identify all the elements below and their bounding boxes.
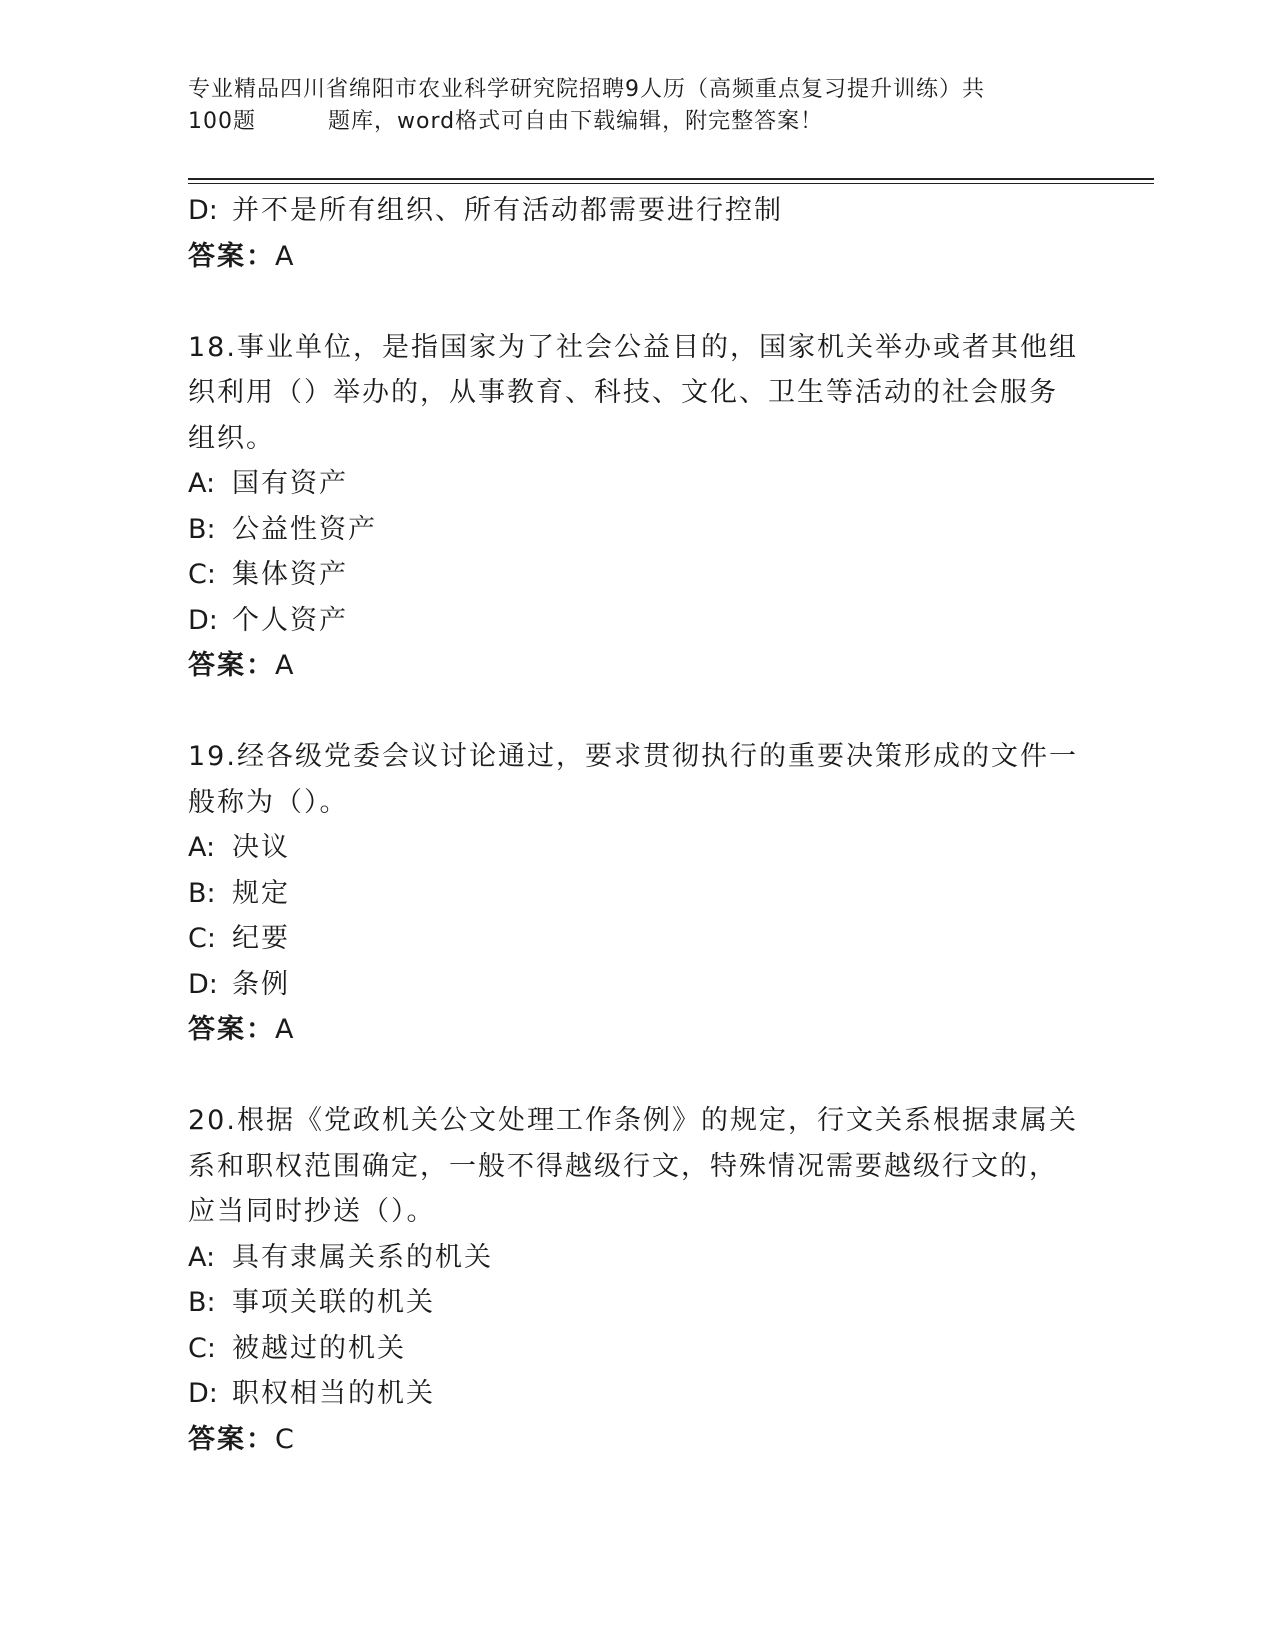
option-label: B: xyxy=(188,513,216,545)
answer-value: A xyxy=(275,650,296,681)
option-text: 国有资产 xyxy=(232,468,348,499)
answer-line xyxy=(188,234,1088,280)
option-a xyxy=(188,825,1088,871)
question-text-line: 般称为（）。 xyxy=(188,786,349,818)
answer-line xyxy=(188,1417,1088,1463)
question-block-19 xyxy=(188,734,1088,1053)
question-block-20 xyxy=(188,1098,1088,1462)
option-text: 集体资产 xyxy=(232,559,348,590)
answer-line xyxy=(188,643,1088,689)
option-d xyxy=(188,962,1088,1008)
header-line-2-text: 题库，word格式可自由下载编辑，附完整答案！ xyxy=(328,109,824,134)
option-text: 具有隶属关系的机关 xyxy=(232,1241,493,1273)
option-b xyxy=(188,871,1088,917)
option-label: A: xyxy=(188,468,216,499)
option-text: 职权相当的机关 xyxy=(232,1378,435,1409)
page-header xyxy=(188,74,1068,138)
option-label: A: xyxy=(188,832,216,863)
option-text: 决议 xyxy=(232,832,290,863)
option-label: D: xyxy=(188,604,218,636)
option-label: C: xyxy=(188,1332,216,1364)
header-question-count: 100题 xyxy=(188,109,256,134)
header-rule-thin xyxy=(188,183,1154,184)
answer-value: A xyxy=(275,240,296,272)
question-text-line: 织利用（）举办的，从事教育、科技、文化、卫生等活动的社会服务 xyxy=(188,377,1058,408)
option-c xyxy=(188,916,1088,962)
answer-label: 答案： xyxy=(188,1014,275,1045)
option-c xyxy=(188,552,1088,598)
header-line-2 xyxy=(188,106,1068,138)
option-text: 并不是所有组织、所有活动都需要进行控制 xyxy=(232,195,783,226)
option-label: D: xyxy=(188,968,218,1000)
option-b xyxy=(188,1280,1088,1326)
option-text: 个人资产 xyxy=(232,604,348,636)
option-d xyxy=(188,188,1088,234)
option-label: C: xyxy=(188,923,216,954)
header-line-1: 专业精品四川省绵阳市农业科学研究院招聘9人历（高频重点复习提升训练）共 xyxy=(188,77,985,102)
option-c xyxy=(188,1326,1088,1372)
answer-value: A xyxy=(275,1014,296,1045)
answer-line xyxy=(188,1007,1088,1053)
option-d xyxy=(188,598,1088,644)
question-text-line: 系和职权范围确定，一般不得越级行文，特殊情况需要越级行文的， xyxy=(188,1150,1058,1182)
question-text-line: 组织。 xyxy=(188,422,275,454)
option-label: B: xyxy=(188,1287,216,1318)
question-text-line: 应当同时抄送（）。 xyxy=(188,1196,436,1227)
question-text-line: 20.根据《党政机关公文处理工作条例》的规定，行文关系根据隶属关 xyxy=(188,1105,1078,1136)
question-text-line: 19.经各级党委会议讨论通过，要求贯彻执行的重要决策形成的文件一 xyxy=(188,741,1078,772)
option-text: 规定 xyxy=(232,877,290,909)
option-text: 事项关联的机关 xyxy=(232,1287,435,1318)
option-text: 纪要 xyxy=(232,923,290,954)
answer-label: 答案： xyxy=(188,1423,275,1455)
answer-label: 答案： xyxy=(188,650,275,681)
option-label: B: xyxy=(188,877,216,909)
question-content xyxy=(188,188,1088,1462)
option-label: D: xyxy=(188,195,218,226)
option-label: D: xyxy=(188,1378,218,1409)
option-text: 条例 xyxy=(232,968,290,1000)
option-label: C: xyxy=(188,559,216,590)
option-b xyxy=(188,507,1088,553)
option-a xyxy=(188,461,1088,507)
header-rule-thick xyxy=(188,178,1154,180)
question-text-line: 18.事业单位，是指国家为了社会公益目的，国家机关举办或者其他组 xyxy=(188,331,1078,363)
option-text: 被越过的机关 xyxy=(232,1332,406,1364)
answer-value: C xyxy=(275,1423,296,1455)
answer-label: 答案： xyxy=(188,240,275,272)
option-d xyxy=(188,1371,1088,1417)
option-text: 公益性资产 xyxy=(232,513,377,545)
option-a xyxy=(188,1235,1088,1281)
option-label: A: xyxy=(188,1241,216,1273)
question-block-18 xyxy=(188,325,1088,689)
